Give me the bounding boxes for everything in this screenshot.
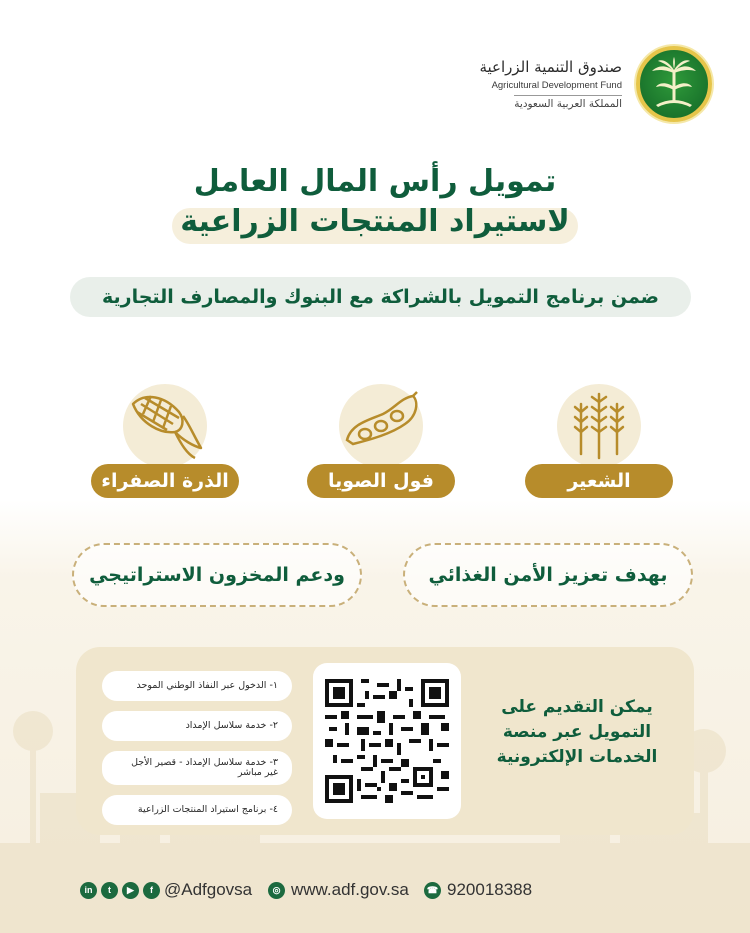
adf-logo [636,46,712,122]
product-label: فول الصويا [307,464,455,498]
product-label: الذرة الصفراء [91,464,239,498]
goal-strategic-stock [72,543,362,607]
website-url: www.adf.gov.sa [291,880,409,899]
service-step [102,795,292,825]
goal-text: ودعم المخزون الاستراتيجي [89,564,345,586]
phone-number: 920018388 [447,880,533,899]
footer-contact [0,880,750,906]
apply-line: الخدمات الإلكترونية [496,747,658,767]
service-step [102,711,292,741]
brand-country: المملكة العربية السعودية [514,95,622,110]
service-step-text: ١- الدخول عبر النفاذ الوطني الموحد [136,680,278,691]
service-steps [102,671,292,835]
globe-icon: ◎ [268,882,285,899]
main-title-line1: تمويل رأس المال العامل [193,164,557,199]
subtitle-pill [70,277,691,317]
goal-food-security [403,543,693,607]
brand-name-english: Agricultural Development Fund [491,80,622,91]
facebook-icon[interactable]: f [143,882,160,899]
twitter-icon[interactable]: t [101,882,118,899]
service-step [102,751,292,785]
product-yellow-corn [90,384,240,504]
goal-text: بهدف تعزيز الأمن الغذائي [428,564,668,586]
social-handle: @Adfgovsa [164,880,253,899]
apply-line: التمويل عبر منصة [502,722,652,742]
soybean-icon [339,384,423,468]
service-step-text: ٢- خدمة سلاسل الإمداد [185,720,278,731]
footer-phone[interactable] [424,880,532,900]
brand-name-arabic: صندوق التنمية الزراعية [479,58,622,76]
phone-icon: ☎ [424,882,441,899]
youtube-icon[interactable]: ▶ [122,882,139,899]
footer-social [80,880,252,900]
main-title-line2: لاستيراد المنتجات الزراعية [180,204,570,239]
qr-code-icon [325,679,449,803]
service-step-text: ٣- خدمة سلاسل الإمداد - قصير الأجل غير مباشر [131,757,278,778]
apply-instructions [482,695,672,770]
product-soybean [306,384,456,504]
palm-swords-emblem-icon [650,57,698,111]
service-step [102,671,292,701]
qr-code[interactable] [313,663,461,819]
linkedin-icon[interactable]: in [80,882,97,899]
service-step-text: ٤- برنامج استيراد المنتجات الزراعية [137,804,278,815]
product-label: الشعير [525,464,673,498]
apply-line: يمكن التقديم على [501,697,653,717]
subtitle-text: ضمن برنامج التمويل بالشراكة مع البنوك والمصارف التجارية [101,286,660,308]
corn-icon [123,384,207,468]
footer-website[interactable] [268,880,409,900]
product-barley [524,384,674,504]
apply-section [76,647,694,835]
wheat-icon [557,384,641,468]
